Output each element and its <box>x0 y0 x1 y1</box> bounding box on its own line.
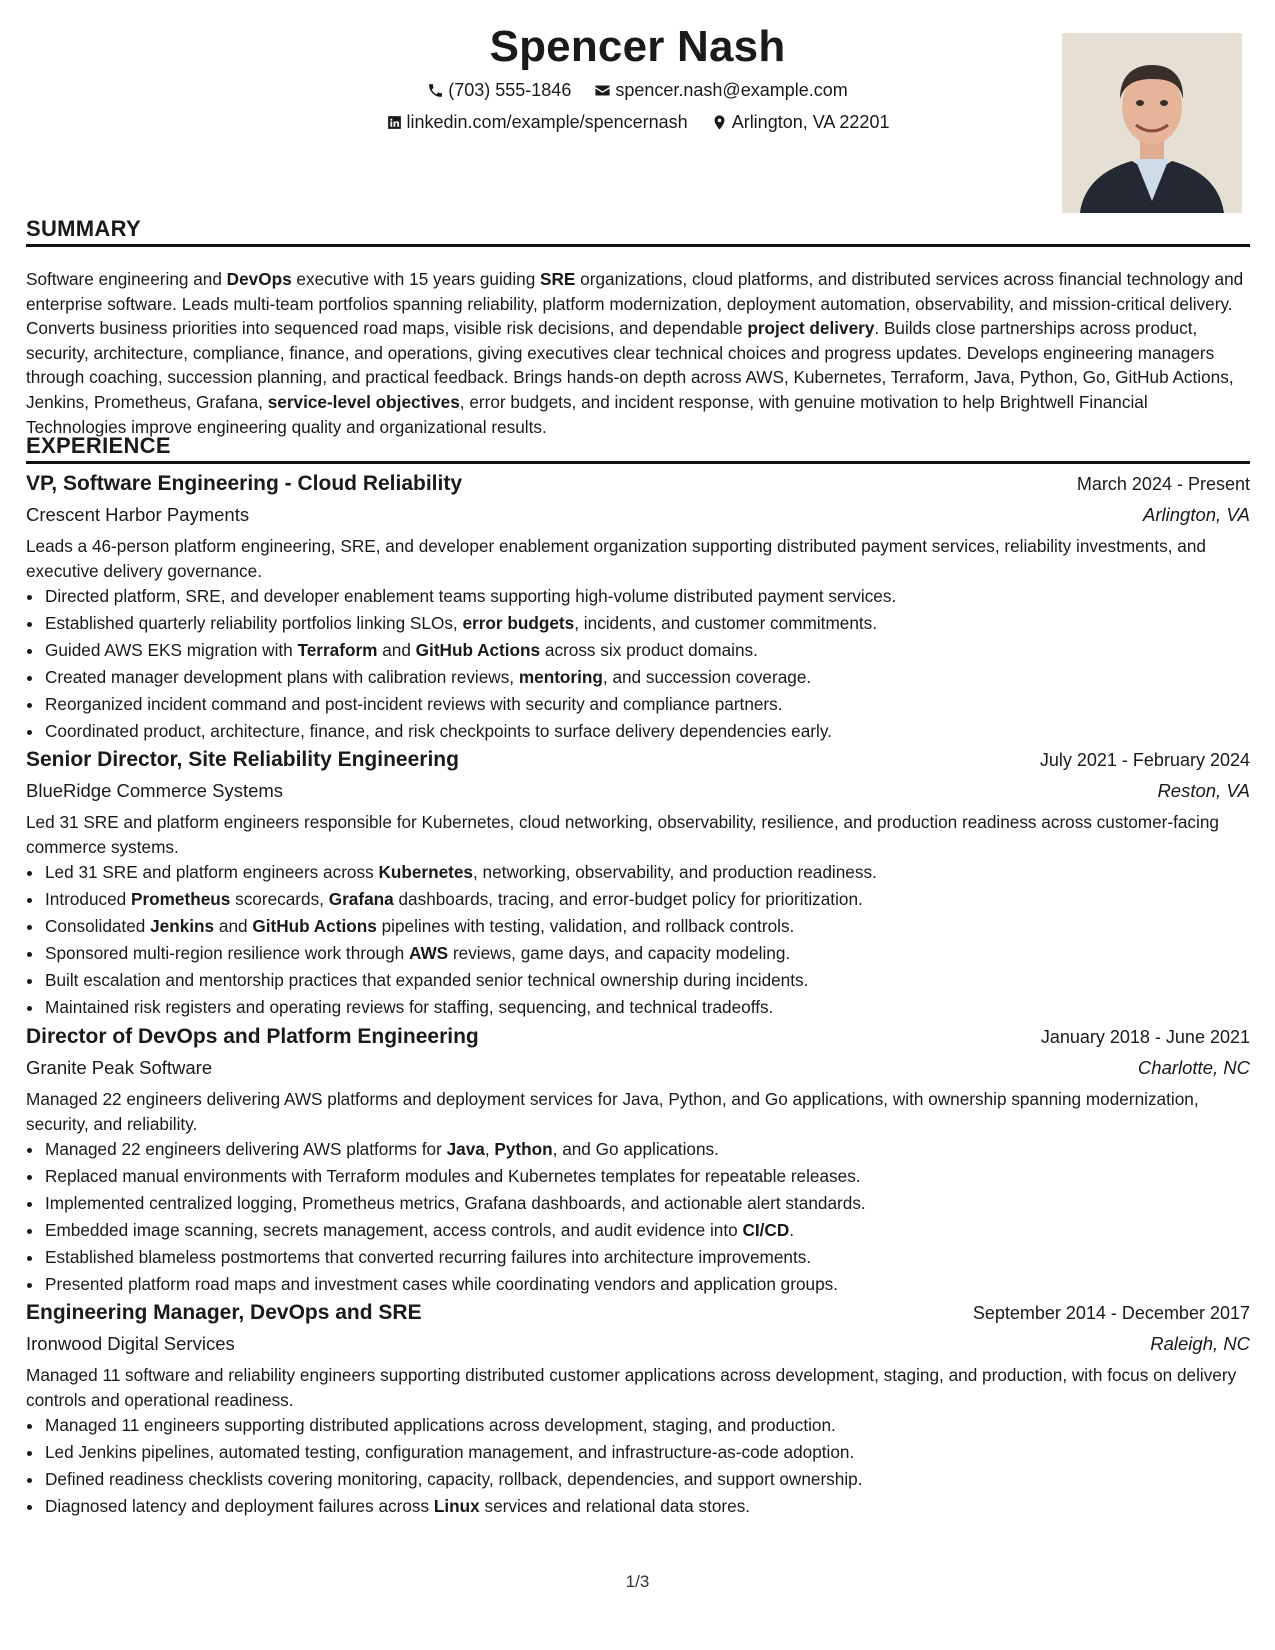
bullet-text: Established quarterly reliability portfolios linking SLOs, <box>45 613 463 633</box>
bullet-text: , and Go applications. <box>552 1139 719 1159</box>
job-bullets <box>26 859 1250 1021</box>
linkedin-contact[interactable] <box>386 112 688 133</box>
job-bullets <box>26 583 1250 745</box>
bullet-text: Guided AWS EKS migration with <box>45 640 298 660</box>
summary-paragraph <box>26 267 1252 439</box>
bullet-item <box>44 583 1250 610</box>
bullet-item <box>44 610 1250 637</box>
bullet-item <box>44 1244 1250 1271</box>
bullet-item <box>44 691 1250 718</box>
phone-contact <box>427 80 571 101</box>
bullet-text: Reorganized incident command and post-incident reviews with security and compliance partners. <box>45 694 783 714</box>
job-company: Granite Peak Software <box>26 1057 213 1078</box>
job-description: Leads a 46-person platform engineering, SRE, and developer enablement organization supporting distributed payment services, reliability investments, and executive delivery governance. <box>26 536 1206 581</box>
bullet-item <box>44 1136 1250 1163</box>
experience-heading: EXPERIENCE <box>26 433 171 458</box>
bullet-item <box>44 1190 1250 1217</box>
linkedin-icon <box>386 114 403 131</box>
bullet-text: pipelines with testing, validation, and rollback controls. <box>376 916 795 936</box>
bullet-item <box>44 1412 1250 1439</box>
bullet-text: and <box>214 916 253 936</box>
bullet-bold: CI/CD <box>742 1220 790 1240</box>
bullet-bold: Java <box>446 1139 485 1159</box>
summary-text: Software engineering and <box>26 269 227 289</box>
bullet-text: Defined readiness checklists covering monitoring, capacity, rollback, dependencies, and support ownership. <box>45 1469 863 1489</box>
job-entry <box>26 1025 1250 1298</box>
profile-photo <box>1062 33 1242 213</box>
bullet-text: , <box>484 1139 495 1159</box>
bullet-item <box>44 664 1250 691</box>
bullet-text: Led Jenkins pipelines, automated testing, configuration management, and infrastructure-as-code adoption. <box>45 1442 855 1462</box>
job-dates: July 2021 - February 2024 <box>1039 750 1250 770</box>
job-entry <box>26 1301 1250 1520</box>
bullet-item <box>44 637 1250 664</box>
summary-text: organizations, cloud platforms, and distributed services across financial technology and enterprise software. Leads multi-team portfolios spanning reliability, platform modernization, deployment automation, observability, and mission-critical delivery. Converts business priorities into sequenced road maps, visible risk decisions, and dependable <box>26 269 1244 339</box>
bullet-item <box>44 1271 1250 1298</box>
bullet-bold: Python <box>494 1139 553 1159</box>
bullet-text: Built escalation and mentorship practices that expanded senior technical ownership during incidents. <box>45 970 809 990</box>
job-entry <box>26 748 1250 1021</box>
bullet-item <box>44 718 1250 745</box>
job-title: VP, Software Engineering - Cloud Reliability <box>26 472 463 495</box>
summary-bold: SRE <box>540 269 576 289</box>
bullet-text: Directed platform, SRE, and developer enablement teams supporting high-volume distributed payment services. <box>45 586 897 606</box>
job-bullets <box>26 1136 1250 1298</box>
bullet-bold: GitHub Actions <box>415 640 541 660</box>
location-contact <box>711 112 890 133</box>
job-entry <box>26 472 1250 745</box>
bullet-item <box>44 913 1250 940</box>
job-title: Senior Director, Site Reliability Engineering <box>26 748 459 771</box>
bullet-text: Maintained risk registers and operating reviews for staffing, sequencing, and technical tradeoffs. <box>45 997 774 1017</box>
candidate-name: Spencer Nash <box>489 22 786 71</box>
job-description: Managed 22 engineers delivering AWS platforms and deployment services for Java, Python, and Go applications, with ownership spanning modernization, security, and reliability. <box>26 1089 1199 1134</box>
bullet-bold: Kubernetes <box>378 862 473 882</box>
bullet-text: Created manager development plans with calibration reviews, <box>45 667 519 687</box>
bullet-bold: Grafana <box>328 889 394 909</box>
bullet-text: Replaced manual environments with Terraform modules and Kubernetes templates for repeatable releases. <box>45 1166 861 1186</box>
map-pin-icon <box>711 114 728 131</box>
job-description: Managed 11 software and reliability engineers supporting distributed customer applications across development, staging, and production, with focus on delivery controls and operational readiness. <box>26 1365 1237 1410</box>
bullet-item <box>44 1217 1250 1244</box>
job-bullets <box>26 1412 1250 1520</box>
summary-heading: SUMMARY <box>26 216 141 241</box>
job-company: BlueRidge Commerce Systems <box>26 780 284 801</box>
job-location: Raleigh, NC <box>1150 1333 1250 1354</box>
bullet-text: dashboards, tracing, and error-budget policy for prioritization. <box>393 889 863 909</box>
job-company: Ironwood Digital Services <box>26 1333 235 1354</box>
bullet-item <box>44 1466 1250 1493</box>
bullet-text: Diagnosed latency and deployment failures across <box>45 1496 434 1516</box>
phone-text: (703) 555-1846 <box>448 80 572 100</box>
bullet-text: and <box>377 640 416 660</box>
bullet-text: Embedded image scanning, secrets management, access controls, and audit evidence into <box>45 1220 743 1240</box>
bullet-text: Managed 22 engineers delivering AWS platforms for <box>45 1139 447 1159</box>
bullet-item <box>44 859 1250 886</box>
bullet-item <box>44 886 1250 913</box>
summary-bold: project delivery <box>747 318 875 339</box>
job-title: Engineering Manager, DevOps and SRE <box>26 1301 422 1324</box>
summary-text: , error budgets, and incident response, with genuine motivation to help Brightwell Financial Technologies improve engineering quality and organizational results. <box>26 391 1148 437</box>
bullet-bold: error budgets <box>462 613 575 633</box>
job-location: Reston, VA <box>1157 780 1250 801</box>
bullet-text: Presented platform road maps and investment cases while coordinating vendors and application groups. <box>45 1274 838 1294</box>
bullet-text: reviews, game days, and capacity modeling. <box>448 943 791 963</box>
bullet-item <box>44 1439 1250 1466</box>
bullet-text: . <box>789 1220 795 1240</box>
bullet-text: Managed 11 engineers supporting distributed applications across development, staging, and production. <box>45 1415 836 1435</box>
bullet-bold: Linux <box>433 1496 480 1516</box>
bullet-bold: Jenkins <box>150 916 215 936</box>
bullet-item <box>44 994 1250 1021</box>
location-text: Arlington, VA 22201 <box>731 112 890 132</box>
bullet-bold: GitHub Actions <box>252 916 377 936</box>
bullet-text: scorecards, <box>230 889 329 909</box>
experience-divider <box>26 461 1250 464</box>
envelope-icon <box>594 82 611 99</box>
bullet-item <box>44 1493 1250 1520</box>
job-dates: March 2024 - Present <box>1076 474 1250 494</box>
job-location: Arlington, VA <box>1143 504 1250 525</box>
job-dates: January 2018 - June 2021 <box>1040 1027 1250 1047</box>
job-title: Director of DevOps and Platform Engineering <box>26 1025 479 1048</box>
bullet-item <box>44 967 1250 994</box>
bullet-text: , incidents, and customer commitments. <box>574 613 878 633</box>
page-number: 1/3 <box>625 1572 650 1591</box>
bullet-bold: mentoring <box>518 667 603 687</box>
email-link[interactable]: spencer.nash@example.com <box>615 80 848 100</box>
job-location: Charlotte, NC <box>1137 1057 1250 1078</box>
bullet-text: Established blameless postmortems that converted recurring failures into architecture improvements. <box>45 1247 812 1267</box>
bullet-bold: Terraform <box>297 640 378 660</box>
bullet-item <box>44 940 1250 967</box>
job-company: Crescent Harbor Payments <box>26 504 250 525</box>
bullet-text: Introduced <box>45 889 131 909</box>
bullet-text: Sponsored multi-region resilience work through <box>45 943 409 963</box>
summary-bold: DevOps <box>226 269 292 289</box>
bullet-text: , networking, observability, and production readiness. <box>473 862 877 882</box>
bullet-bold: Prometheus <box>131 889 231 909</box>
summary-divider <box>26 244 1250 247</box>
job-description: Led 31 SRE and platform engineers responsible for Kubernetes, cloud networking, observability, resilience, and production readiness across customer-facing commerce systems. <box>26 812 1219 857</box>
job-dates: September 2014 - December 2017 <box>972 1303 1250 1323</box>
bullet-text: Led 31 SRE and platform engineers across <box>45 862 379 882</box>
bullet-bold: AWS <box>408 943 449 963</box>
email-contact[interactable] <box>594 80 847 101</box>
linkedin-link[interactable]: linkedin.com/example/spencernash <box>406 112 688 132</box>
person-portrait-icon <box>1062 33 1242 213</box>
bullet-text: services and relational data stores. <box>479 1496 751 1516</box>
bullet-text: across six product domains. <box>540 640 758 660</box>
phone-icon <box>427 82 444 99</box>
bullet-text: , and succession coverage. <box>602 667 812 687</box>
bullet-text: Coordinated product, architecture, finance, and risk checkpoints to surface delivery dependencies early. <box>45 721 832 741</box>
summary-text: . Builds close partnerships across product, security, architecture, compliance, finance, and operations, giving executives clear technical choices and progress updates. Develops engineering managers through coaching, succession planning, and practical feedback. Brings hands-on depth across AWS, Kubernetes, Terraform, Java, Python, Go, GitHub Actions, Jenkins, Prometheus, Grafana, <box>26 318 1234 412</box>
bullet-text: Consolidated <box>45 916 151 936</box>
bullet-text: Implemented centralized logging, Prometheus metrics, Grafana dashboards, and actionable alert standards. <box>45 1193 866 1213</box>
bullet-item <box>44 1163 1250 1190</box>
summary-text: executive with 15 years guiding <box>291 269 541 289</box>
resume-header <box>0 0 1275 225</box>
summary-bold: service-level objectives <box>267 391 460 412</box>
